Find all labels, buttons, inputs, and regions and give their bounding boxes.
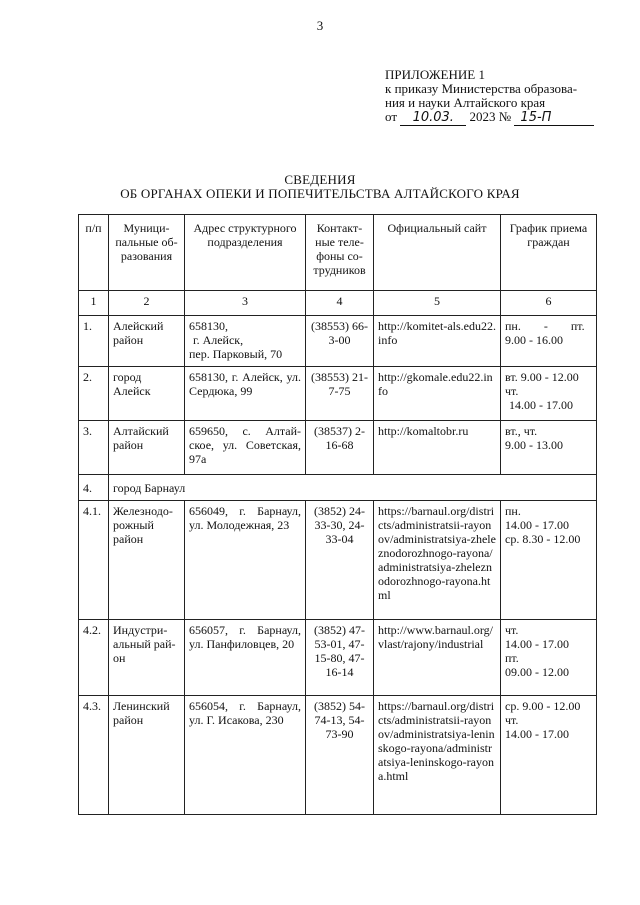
row-site: http://gkomale.edu22.info — [374, 367, 501, 421]
row-site: https://barnaul.org/districts/administratsii-rayonov/administratsiya-zheleznodorozhnogo-rayona/administratsiya-zheleznodorozhnogo-rayona.html — [374, 501, 501, 620]
schedule-line: 14.00 - 17.00 — [509, 398, 573, 412]
row-num: 4.2. — [79, 620, 109, 696]
heading-line-2: ОБ ОРГАНАХ ОПЕКИ И ПОПЕЧИТЕЛЬСТВА АЛТАЙСКОГО КРАЯ — [120, 186, 520, 201]
table-row — [79, 501, 597, 620]
row-phones: (3852) 24-33-30, 24-33-04 — [306, 501, 374, 620]
page-number: 3 — [316, 18, 324, 33]
appendix-line-1: к приказу Министерства образова- — [385, 81, 578, 96]
row-num: 1. — [79, 316, 109, 367]
header-num: п/п — [79, 215, 109, 291]
schedule-line: ср. 8.30 - 12.00 — [505, 532, 581, 546]
address-line: пер. Парковый, 70 — [189, 347, 283, 361]
row-site: http://komaltobr.ru — [374, 421, 501, 475]
row-address: 658130, г. Алейск, ул. Сердюка, 99 — [185, 367, 306, 421]
guardianship-table — [78, 214, 597, 815]
row-phones: (3852) 54-74-13, 54-73-90 — [306, 696, 374, 815]
schedule-line: чт. — [505, 713, 519, 727]
row-phones: (38553) 21-7-75 — [306, 367, 374, 421]
row-municipality: Железнодо-рожный район — [109, 501, 185, 620]
row-address: 656057, г. Барнаул, ул. Панфиловцев, 20 — [185, 620, 306, 696]
row-phones: (3852) 47-53-01, 47-15-80, 47-16-14 — [306, 620, 374, 696]
row-num: 2. — [79, 367, 109, 421]
appendix-date-line — [385, 110, 625, 126]
header-schedule: График приема граждан — [501, 215, 597, 291]
header-municipality: Муници-пальные об-разования — [109, 215, 185, 291]
schedule-line: 14.00 - 17.00 — [505, 637, 569, 651]
table-row — [79, 367, 597, 421]
schedule-line: 14.00 - 17.00 — [505, 727, 569, 741]
table-row — [79, 475, 597, 501]
schedule-line: пт. — [505, 651, 519, 665]
row-phones: (38553) 66-3-00 — [306, 316, 374, 367]
row-municipality: Алейский район — [109, 316, 185, 367]
schedule-line: пн. — [505, 504, 521, 518]
row-municipality: город Алейск — [109, 367, 185, 421]
row-site: https://barnaul.org/districts/administratsii-rayonov/administratsiya-leninskogo-rayona/administratsiya-leninskogo-rayona.html — [374, 696, 501, 815]
row-municipality: Алтайский район — [109, 421, 185, 475]
row-municipality: Ленинский район — [109, 696, 185, 815]
col-number: 5 — [374, 291, 501, 316]
row-site: http://komitet-als.edu22.info — [374, 316, 501, 367]
column-number-row — [79, 291, 597, 316]
address-line: г. Алейск, — [193, 333, 244, 347]
row-schedule — [501, 501, 597, 620]
row-num: 4.3. — [79, 696, 109, 815]
header-address: Адрес структурного подразделения — [185, 215, 306, 291]
appendix-line-2: ния и науки Алтайского края — [385, 95, 546, 110]
appendix-block — [385, 68, 625, 126]
header-phones: Контакт-ные теле-фоны со-трудников — [306, 215, 374, 291]
row-schedule — [501, 696, 597, 815]
col-number: 1 — [79, 291, 109, 316]
table-header-row — [79, 215, 597, 291]
row-schedule — [501, 367, 597, 421]
row-schedule — [501, 421, 597, 475]
schedule-line: чт. — [505, 384, 519, 398]
table-row — [79, 620, 597, 696]
schedule-line: вт. 9.00 - 12.00 — [505, 370, 579, 384]
row-address: 656049, г. Барнаул, ул. Молодежная, 23 — [185, 501, 306, 620]
table-row — [79, 421, 597, 475]
col-number: 6 — [501, 291, 597, 316]
row-schedule — [501, 316, 597, 367]
year-prefix: 2023 № — [469, 109, 512, 124]
schedule-line: 09.00 - 12.00 — [505, 665, 569, 679]
table-row — [79, 316, 597, 367]
row-num: 4.1. — [79, 501, 109, 620]
col-number: 2 — [109, 291, 185, 316]
schedule-line: 14.00 - 17.00 — [505, 518, 569, 532]
heading-line-1: СВЕДЕНИЯ — [284, 172, 356, 187]
col-number: 4 — [306, 291, 374, 316]
order-number: 15-П — [514, 111, 594, 126]
row-num: 4. — [79, 475, 109, 501]
table-row — [79, 696, 597, 815]
schedule-line: чт. — [505, 623, 519, 637]
address-line: 658130, — [189, 319, 228, 333]
appendix-title: ПРИЛОЖЕНИЕ 1 — [385, 67, 485, 82]
header-site: Официальный сайт — [374, 215, 501, 291]
schedule-line: 9.00 - 16.00 — [505, 333, 563, 347]
row-num: 3. — [79, 421, 109, 475]
schedule-line: ср. 9.00 - 12.00 — [505, 699, 581, 713]
schedule-line: вт., чт. — [505, 424, 538, 438]
row-site: http://www.barnaul.org/vlast/rajony/industrial — [374, 620, 501, 696]
row-phones: (38537) 2-16-68 — [306, 421, 374, 475]
row-address: 659650, с. Алтай-ское, ул. Советская, 97а — [185, 421, 306, 475]
row-municipality: Индустри-альный рай-он — [109, 620, 185, 696]
row-schedule — [501, 620, 597, 696]
schedule-line: пн. - пт. — [505, 319, 585, 333]
date-prefix: от — [385, 109, 398, 124]
row-address — [185, 316, 306, 367]
order-date: 10.03. — [400, 111, 466, 126]
row-address: 656054, г. Барнаул, ул. Г. Исакова, 230 — [185, 696, 306, 815]
col-number: 3 — [185, 291, 306, 316]
section-title: город Барнаул — [109, 475, 597, 501]
schedule-line: 9.00 - 13.00 — [505, 438, 563, 452]
